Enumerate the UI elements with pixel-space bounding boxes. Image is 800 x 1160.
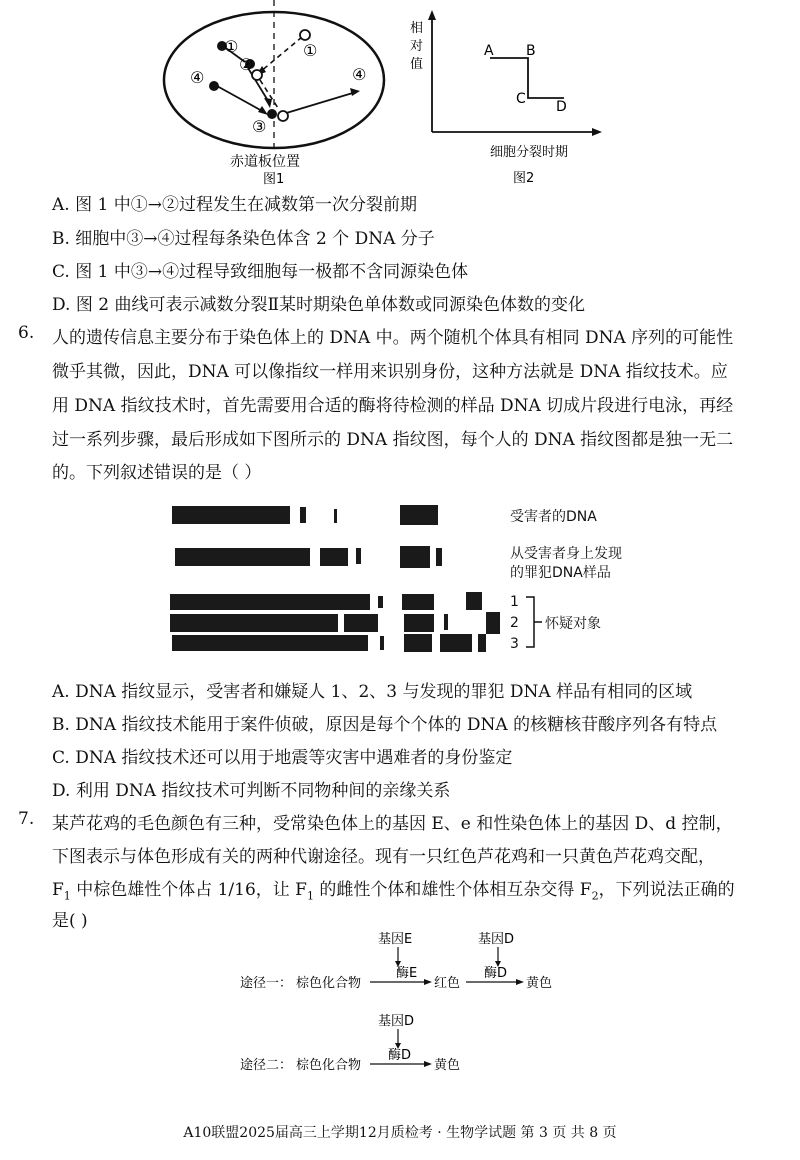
marker-1b: ① <box>303 41 318 60</box>
p1-label: 途径一： <box>240 976 293 991</box>
point-d: D <box>556 99 567 115</box>
p2-enzyme-d: 酶D <box>388 1048 412 1063</box>
suspect-bracket <box>524 595 544 651</box>
q6-stem-line-3: 用 DNA 指纹技术时，首先需要用合适的酶将待检测的样品 DNA 切成片段进行电泳，再经 <box>52 396 734 416</box>
p1-gene-d: 基因D <box>478 932 515 947</box>
figure-1-axis-label: 赤道板位置 <box>230 154 300 170</box>
q7-stem-line-3: $F_1$ 中棕色雄性个体占 1/16，让 $F_1$ 的雌性个体和雄性个体相互杂交得 $F_2$，下列说法正确的 <box>52 880 735 903</box>
q7-stem-line-1: 某芦花鸡的毛色颜色有三种，受常染色体上的基因 E、e 和性染色体上的基因 D、d 控制， <box>52 814 733 834</box>
marker-4a: ④ <box>190 68 205 87</box>
p2-end: 黄色 <box>434 1058 461 1073</box>
figure-2-ylabel-3: 值 <box>410 57 424 72</box>
label-sample-line-2: 的罪犯DNA样品 <box>510 565 611 581</box>
figure-2-xlabel: 细胞分裂时期 <box>490 145 569 160</box>
p1-enzyme-e: 酶E <box>396 966 418 981</box>
label-victim-dna: 受害者的DNA <box>510 509 597 525</box>
q6-option-d: D. 利用 DNA 指纹技术可判断不同物种间的亲缘关系 <box>52 781 451 801</box>
p1-start: 棕色化合物 <box>296 976 362 991</box>
point-b: B <box>526 43 536 59</box>
q7-stem-line-4: 是( ) <box>52 911 88 931</box>
q5-option-b: B. 细胞中③→④过程每条染色体含 2 个 DNA 分子 <box>52 229 435 249</box>
label-suspect-1: 1 <box>510 594 519 610</box>
figure-2-label: 图2 <box>513 171 535 186</box>
label-sample-line-1: 从受害者身上发现 <box>510 546 622 562</box>
p2-label: 途径二： <box>240 1058 293 1073</box>
q6-option-a: A. DNA 指纹显示，受害者和嫌疑人 1、2、3 与发现的罪犯 DNA 样品有相同的区域 <box>52 682 693 702</box>
q6-stem-line-4: 过一系列步骤，最后形成如下图所示的 DNA 指纹图，每个人的 DNA 指纹图都是独一无二 <box>52 430 734 450</box>
label-suspects: 怀疑对象 <box>545 616 601 632</box>
q5-option-c: C. 图 1 中③→④过程导致细胞每一极都不含同源染色体 <box>52 262 469 282</box>
q7-number: 7. <box>18 809 35 829</box>
p1-gene-e: 基因E <box>378 932 413 947</box>
q6-option-b: B. DNA 指纹技术能用于案件侦破，原因是每个个体的 DNA 的核糖核苷酸序列各有特点 <box>52 715 718 735</box>
q6-stem-line-1: 人的遗传信息主要分布于染色体上的 DNA 中。两个随机个体具有相同 DNA 序列的可能性 <box>52 328 734 348</box>
q6-number: 6. <box>18 323 35 343</box>
point-c: C <box>516 91 526 107</box>
q7-stem-line-2: 下图表示与体色形成有关的两种代谢途径。现有一只红色芦花鸡和一只黄色芦花鸡交配， <box>52 847 715 867</box>
q6-option-c: C. DNA 指纹技术还可以用于地震等灾害中遇难者的身份鉴定 <box>52 748 513 768</box>
label-suspect-2: 2 <box>510 615 519 631</box>
p1-enzyme-d: 酶D <box>484 966 508 981</box>
p2-start: 棕色化合物 <box>296 1058 362 1073</box>
figure-1-label: 图1 <box>263 172 285 185</box>
figure-1 <box>160 0 400 185</box>
q6-stem-line-2: 微乎其微，因此，DNA 可以像指纹一样用来识别身份，这种方法就是 DNA 指纹技术。应 <box>52 362 728 382</box>
q6-stem-line-5: 的。下列叙述错误的是（ ） <box>52 463 262 483</box>
marker-1a: ① <box>224 37 239 56</box>
point-a: A <box>484 43 494 59</box>
marker-3: ③ <box>252 117 267 136</box>
page-footer: A10联盟2025届高三上学期12月质检考 · 生物学试题 第 3 页 共 8 页 <box>183 1125 617 1141</box>
marker-4b: ④ <box>352 65 367 84</box>
pathway-diagram <box>230 925 590 1085</box>
p1-mid: 红色 <box>434 976 461 991</box>
figure-2 <box>410 10 610 195</box>
p1-end: 黄色 <box>526 976 553 991</box>
p2-gene-d: 基因D <box>378 1014 415 1029</box>
marker-2: ② <box>239 55 254 74</box>
q5-option-a: A. 图 1 中①→②过程发生在减数第一次分裂前期 <box>52 195 417 215</box>
label-suspect-3: 3 <box>510 636 519 652</box>
figure-2-ylabel-1: 相 <box>410 21 424 36</box>
q5-option-d: D. 图 2 曲线可表示减数分裂Ⅱ某时期染色单体数或同源染色体数的变化 <box>52 295 586 315</box>
figure-2-ylabel-2: 对 <box>410 39 424 54</box>
